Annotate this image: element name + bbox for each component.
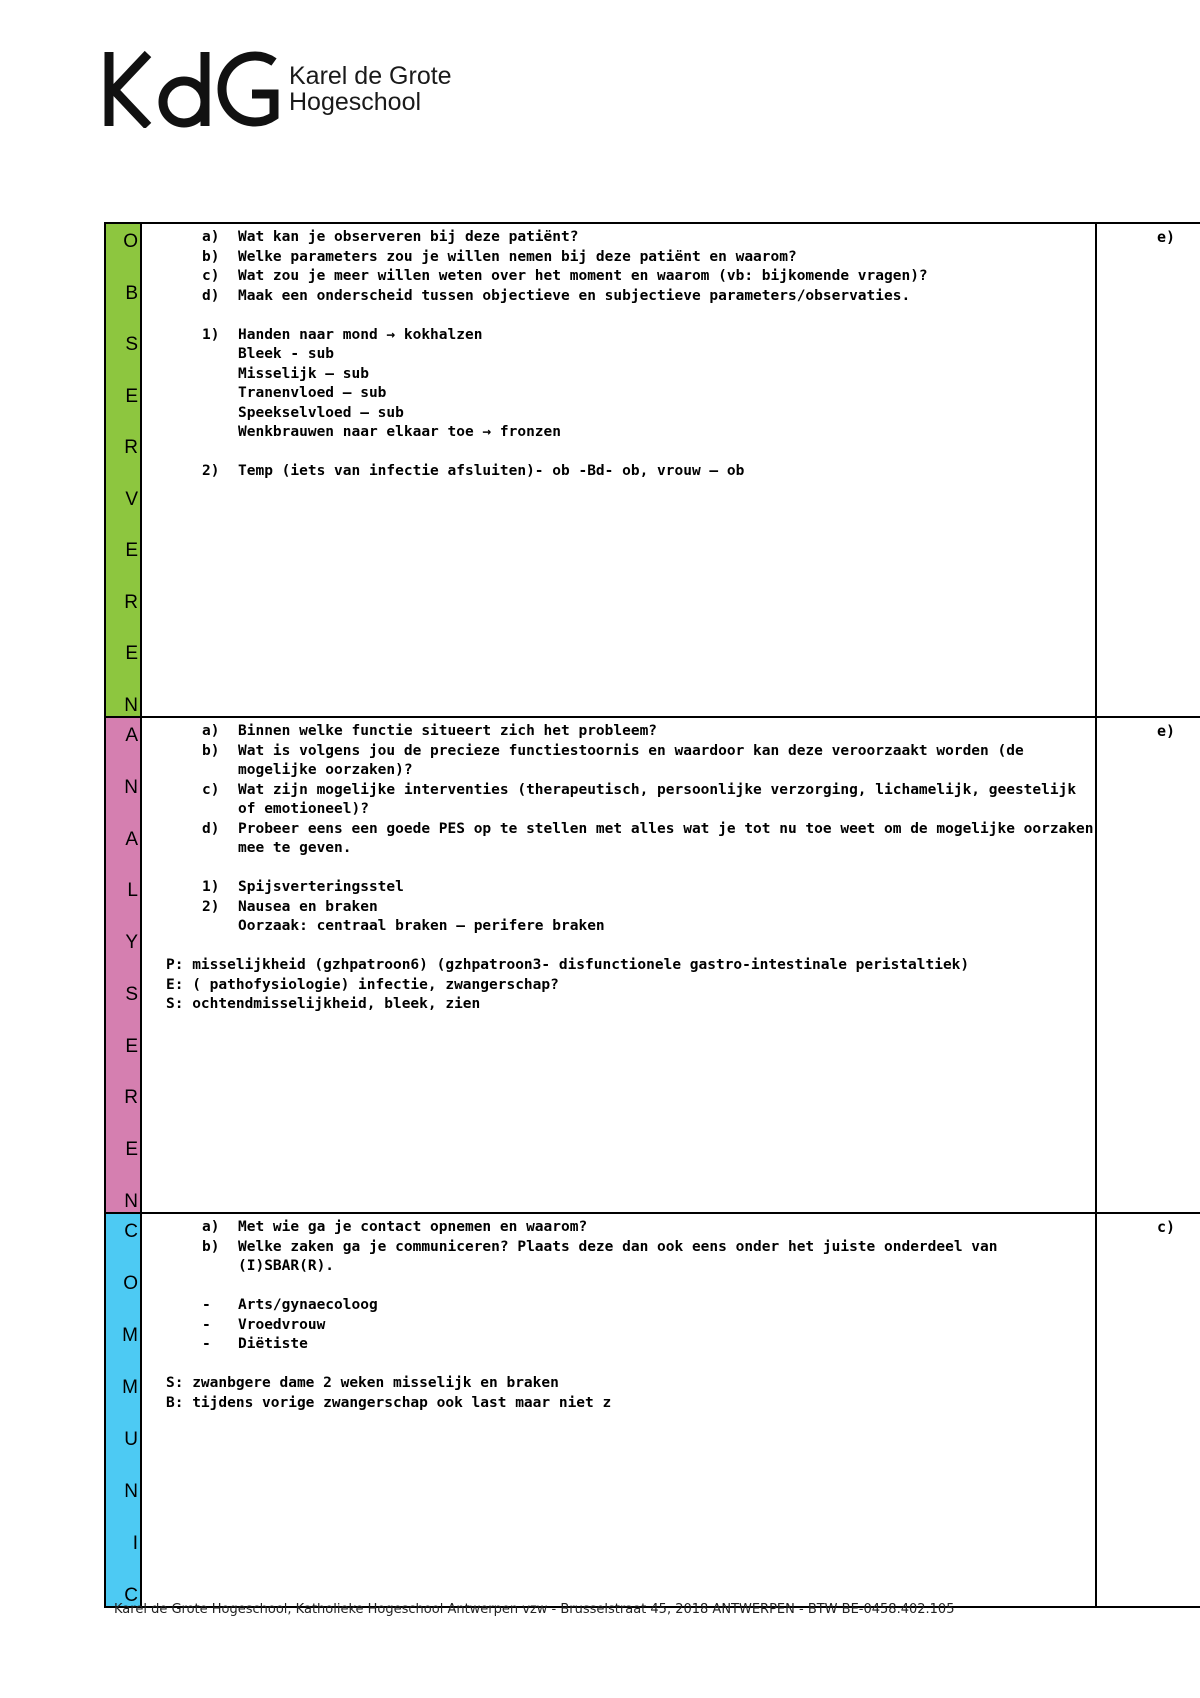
section-communiceren [104,1212,1200,1608]
letter: E [125,1035,138,1057]
section-content [142,718,1097,1212]
letter: N [124,1190,138,1212]
answer [202,326,1095,346]
section-letters [104,224,142,716]
question [202,287,1095,307]
section-analyseren [104,716,1200,1212]
contact-item [202,1335,1095,1355]
answer-text: Nausea en braken [238,898,378,915]
question [202,228,1095,248]
letter: N [124,776,138,798]
logo-text [289,63,452,115]
question-marker: a) [202,1219,220,1235]
question-marker: b) [202,1238,220,1255]
section-content [142,224,1097,716]
letter: E [125,1139,138,1161]
contact-text: Vroedvrouw [238,1316,326,1333]
logo-line-1: Karel de Grote [289,62,452,90]
letter: S [125,983,138,1005]
letter: R [124,591,138,613]
letter: B [125,282,138,304]
letter: S [125,334,138,356]
answer-line: Bleek - sub [238,346,335,362]
answer-marker: 2) [202,898,220,915]
answer-text: Temp (iets van infectie afsluiten)- ob -Bd- ob, vrouw – ob [238,463,745,479]
question [202,1218,1095,1238]
side-column: e) [1157,228,1176,246]
letter: E [125,385,138,407]
letter: L [127,880,138,902]
question-text: Wat is volgens jou de precieze functiestoornis en waardoor kan deze veroorzaakt worden (de mogelijke oorzaken)? [238,742,1024,778]
question [202,781,1095,820]
contact-text: Diëtiste [238,1336,308,1352]
sbar-line: B: tijdens vorige zwangerschap ook last maar niet z [166,1394,612,1411]
logo-line-2: Hogeschool [289,88,422,116]
letter: M [122,1377,138,1398]
letter: E [125,540,138,562]
letter: Y [125,932,138,954]
answer-marker: 1) [202,879,220,895]
question [202,267,1095,287]
answer-marker: 2) [202,463,220,479]
answer-line: Tranenvloed – sub [238,385,387,401]
question [202,742,1095,781]
question-text: Binnen welke functie situeert zich het probleem? [238,723,658,739]
question-marker: d) [202,287,220,304]
question [202,248,1095,268]
answer [202,462,1095,482]
letter: C [124,1585,138,1606]
contact-marker: - [202,1336,211,1352]
question-text: Welke zaken ga je communiceren? Plaats deze dan ook eens onder het juiste onderdeel van (I)SBAR(R). [238,1238,998,1274]
contact-text: Arts/gynaecoloog [238,1297,378,1313]
letter: N [124,694,138,716]
question-marker: c) [202,268,220,284]
letter: O [123,1273,138,1294]
question-text: Wat zou je meer willen weten over het moment en waarom (vb: bijkomende vragen)? [238,268,928,284]
contact-item [202,1296,1095,1316]
question-marker: a) [202,723,220,739]
side-column: e) [1157,722,1176,740]
contact-marker: - [202,1297,211,1313]
pes-line: E: ( pathofysiologie) infectie, zwangerschap? [166,976,559,993]
letter: V [125,488,138,510]
pes-line: P: misselijkheid (gzhpatroon6) (gzhpatroon3- disfunctionele gastro-intestinale peristaltiek) [166,957,970,973]
question-marker: c) [202,781,220,798]
answer-line: Misselijk – sub [238,365,369,382]
question-text: Welke parameters zou je willen nemen bij deze patiënt en waarom? [238,248,797,265]
letter: R [124,1087,138,1109]
letter: N [124,1481,138,1502]
answer-line: Speekselvloed – sub [238,404,404,421]
question-text: Maak een onderscheid tussen objectieve en subjectieve parameters/observaties. [238,287,911,304]
kdg-logo-mark [104,50,279,128]
question-marker: b) [202,742,220,759]
question-text: Wat kan je observeren bij deze patiënt? [238,229,579,245]
question-marker: d) [202,820,220,837]
letter: M [122,1325,138,1346]
answer-line: Oorzaak: centraal braken – perifere braken [238,918,605,934]
page-footer: Karel de Grote Hogeschool, Katholieke Hogeschool Antwerpen vzw - Brusselstraat 45, 2018 ANTWERPEN - BTW BE-0458.402.105 [114,1602,955,1617]
question-text: Probeer eens een goede PES op te stellen met alles wat je tot nu toe weet om de mogelijke oorzaken mee te geven. [238,820,1094,856]
section-content [142,1214,1097,1606]
letter: R [124,437,138,459]
pes-line: S: ochtendmisselijkheid, bleek, zien [166,996,481,1012]
section-letters [104,718,142,1212]
question-text: Wat zijn mogelijke interventies (therapeutisch, persoonlijke verzorging, lichamelijk, geestelijk of emotioneel)? [238,781,1077,817]
letter: A [125,725,138,746]
letter: C [124,1221,138,1242]
answer-text: Spijsverteringsstel [238,879,404,895]
answer [202,878,1095,898]
question-marker: a) [202,229,220,245]
letter: A [125,828,138,850]
question-text: Met wie ga je contact opnemen en waarom? [238,1219,588,1235]
answer-line: Wenkbrauwen naar elkaar toe → fronzen [238,424,562,440]
letter: E [125,643,138,665]
question [202,820,1095,859]
answer-marker: 1) [202,326,220,343]
side-column: c) [1157,1218,1176,1236]
logo [104,50,452,128]
answer-text: Handen naar mond → kokhalzen [238,326,483,343]
letter: O [123,231,138,252]
letter: U [124,1429,138,1450]
question [202,722,1095,742]
letter: I [132,1533,138,1554]
sections-table [104,222,1200,1608]
question-marker: b) [202,248,220,265]
contact-marker: - [202,1316,211,1333]
answer [202,898,1095,918]
contact-item [202,1316,1095,1336]
sbar-line: S: zwanbgere dame 2 weken misselijk en braken [166,1375,559,1391]
section-letters [104,1214,142,1606]
question [202,1238,1095,1277]
section-observeren [104,222,1200,716]
